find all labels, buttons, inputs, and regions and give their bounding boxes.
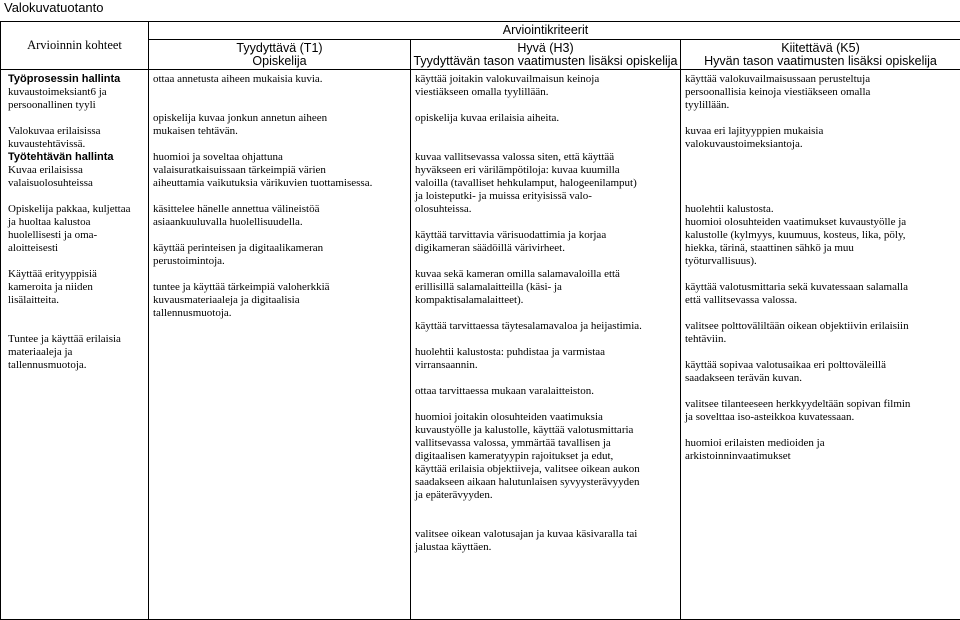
k5-criterion-line: käyttää sopivaa valotusaikaa eri polttoväleillä bbox=[685, 359, 886, 371]
header-t1-title: Tyydyttävä (T1) bbox=[236, 41, 323, 55]
kohde-line bbox=[8, 112, 148, 125]
k5-criterion-line bbox=[685, 385, 956, 398]
k5-criterion-line bbox=[685, 164, 956, 177]
kohde-line: huolellisesti ja oma- bbox=[8, 229, 98, 241]
page-title: Valokuvatuotanto bbox=[4, 0, 104, 15]
header-h3-title: Hyvä (H3) bbox=[517, 41, 574, 55]
k5-criterion-line: valitsee polttoväliltään oikean objektiivin erilaisiin bbox=[685, 320, 909, 332]
t1-column bbox=[149, 70, 411, 620]
t1-criterion-line: käsittelee hänelle annettua välineistöä bbox=[153, 203, 320, 215]
kohde-line: Valokuvaa erilaisissa bbox=[8, 125, 101, 137]
t1-criterion-line: valaisuratkaisuissaan tärkeimpiä värien bbox=[153, 164, 326, 176]
k5-criterion-line: ja sovelttaa iso-asteikkoa kuvatessaan. bbox=[685, 411, 855, 423]
h3-criterion-line bbox=[415, 307, 676, 320]
kohde-line: valaisuolosuhteissa bbox=[8, 177, 93, 189]
t1-criterion-line: perustoimintoja. bbox=[153, 255, 225, 267]
kohteet-column bbox=[1, 70, 149, 620]
k5-criterion-line bbox=[685, 307, 956, 320]
header-t1-sub: Opiskelija bbox=[252, 54, 307, 68]
k5-criterion-line: tehtäviin. bbox=[685, 333, 727, 345]
k5-criterion-line bbox=[685, 268, 956, 281]
header-arviointikriteerit: Arviointikriteerit bbox=[411, 22, 681, 40]
assessment-table bbox=[0, 21, 960, 620]
h3-criterion-line bbox=[415, 502, 676, 515]
kohde-line: Tuntee ja käyttää erilaisia bbox=[8, 333, 121, 345]
k5-criterion-line: huolehtii kalustosta. bbox=[685, 203, 774, 215]
k5-criterion-line: kalustolle (kylmyys, kuumuus, kosteus, lika, pöly, bbox=[685, 229, 906, 241]
t1-criterion-line bbox=[153, 99, 406, 112]
header-h3 bbox=[411, 40, 681, 70]
kohde-line: lisälaitteita. bbox=[8, 294, 60, 306]
h3-criterion-line: viestiäkseen omalla tyylillään. bbox=[415, 86, 549, 98]
t1-criterion-line bbox=[153, 190, 406, 203]
t1-criterion-line: tallennusmuotoja. bbox=[153, 307, 232, 319]
kohde-line: Opiskelija pakkaa, kuljettaa bbox=[8, 203, 131, 215]
k5-criterion-line: työturvallisuus). bbox=[685, 255, 757, 267]
header-k5-sub: Hyvän tason vaatimusten lisäksi opiskelija bbox=[704, 54, 937, 68]
kohde-line: kuvaustoimeksiant6 ja bbox=[8, 86, 107, 98]
kohde-line: Työprosessin hallinta bbox=[8, 73, 121, 85]
h3-criterion-line: valoilla (tavalliset hehkulamput, halogeenilamput) bbox=[415, 177, 637, 189]
header-spacer-left bbox=[149, 22, 411, 40]
kohde-line bbox=[8, 190, 148, 203]
header-h3-sub: Tyydyttävän tason vaatimusten lisäksi opiskelija bbox=[413, 54, 678, 68]
h3-criterion-line: saadakseen aikaan halutunlaisen syvyysterävyyden bbox=[415, 476, 640, 488]
t1-criterion-line bbox=[153, 138, 406, 151]
h3-criterion-line: erillisillä salamalaitteilla (käsi- ja bbox=[415, 281, 562, 293]
h3-criterion-line bbox=[415, 398, 676, 411]
kohde-line bbox=[8, 255, 148, 268]
t1-criterion-line: mukaisen tehtävän. bbox=[153, 125, 238, 137]
k5-criterion-line: hiekka, tärinä, staattinen sähkö ja muu bbox=[685, 242, 854, 254]
k5-criterion-line: käyttää valotusmittaria sekä kuvatessaan salamalla bbox=[685, 281, 908, 293]
k5-criterion-line bbox=[685, 151, 956, 164]
k5-criterion-line bbox=[685, 424, 956, 437]
kohde-line: materiaaleja ja bbox=[8, 346, 73, 358]
h3-criterion-line bbox=[415, 515, 676, 528]
kohde-line: kuvaustehtävissä. bbox=[8, 138, 86, 150]
header-t1 bbox=[149, 40, 411, 70]
t1-criterion-line bbox=[153, 229, 406, 242]
h3-criterion-line: käyttää tarvittaessa täytesalamavaloa ja heijastimia. bbox=[415, 320, 642, 332]
t1-criterion-line: ottaa annetusta aiheen mukaisia kuvia. bbox=[153, 73, 323, 85]
h3-criterion-line bbox=[415, 99, 676, 112]
h3-criterion-line: digitaalisen kameratyypin rajoitukset ja edut, bbox=[415, 450, 614, 462]
k5-column bbox=[681, 70, 960, 620]
h3-criterion-line: käyttää erilaisia objektiiveja, valitsee oikean aukon bbox=[415, 463, 640, 475]
h3-criterion-line: opiskelija kuvaa erilaisia aiheita. bbox=[415, 112, 560, 124]
h3-criterion-line: ja loisteputki- ja muissa erityisissä valo- bbox=[415, 190, 592, 202]
h3-criterion-line: virransaannin. bbox=[415, 359, 478, 371]
h3-criterion-line bbox=[415, 125, 676, 138]
h3-criterion-line: digikameran säädöillä värivirheet. bbox=[415, 242, 565, 254]
kohde-line: persoonallinen tyyli bbox=[8, 99, 96, 111]
kohde-line: Käyttää erityyppisiä bbox=[8, 268, 97, 280]
kohde-line: ja huoltaa kalustoa bbox=[8, 216, 91, 228]
kohde-line: Kuvaa erilaisissa bbox=[8, 164, 83, 176]
h3-criterion-line: käyttää joitakin valokuvailmaisun keinoja bbox=[415, 73, 600, 85]
h3-criterion-line: huomioi joitakin olosuhteiden vaatimuksia bbox=[415, 411, 603, 423]
k5-criterion-line bbox=[685, 190, 956, 203]
h3-criterion-line: kompaktisalamalaitteet). bbox=[415, 294, 524, 306]
k5-criterion-line: huomioi olosuhteiden vaatimukset kuvaustyölle ja bbox=[685, 216, 907, 228]
h3-criterion-line: huolehtii kalustosta: puhdistaa ja varmistaa bbox=[415, 346, 606, 358]
kohde-line: tallennusmuotoja. bbox=[8, 359, 87, 371]
h3-criterion-line bbox=[415, 372, 676, 385]
t1-criterion-line bbox=[153, 268, 406, 281]
h3-criterion-line: käyttää tarvittavia värisuodattimia ja korjaa bbox=[415, 229, 607, 241]
h3-criterion-line: hyväkseen eri värilämpötiloja: kuvaa kuumilla bbox=[415, 164, 620, 176]
k5-criterion-line: valokuvaustoimeksiantoja. bbox=[685, 138, 803, 150]
header-k5 bbox=[681, 40, 960, 70]
t1-criterion-line: käyttää perinteisen ja digitaalikameran bbox=[153, 242, 324, 254]
k5-criterion-line: persoonallisia keinoja viestiäkseen omalla bbox=[685, 86, 871, 98]
h3-criterion-line: jalustaa käyttäen. bbox=[415, 541, 492, 553]
h3-criterion-line: valitsee oikean valotusajan ja kuvaa käsivaralla tai bbox=[415, 528, 638, 540]
header-k5-title: Kiitettävä (K5) bbox=[781, 41, 860, 55]
h3-criterion-line bbox=[415, 138, 676, 151]
h3-column bbox=[411, 70, 681, 620]
kohde-line: aloitteisesti bbox=[8, 242, 59, 254]
k5-criterion-line: valitsee tilanteeseen herkkyydeltään sopivan filmin bbox=[685, 398, 911, 410]
k5-criterion-line: saadakseen terävän kuvan. bbox=[685, 372, 802, 384]
t1-criterion-line: kuvausmateriaaleja ja digitaalisia bbox=[153, 294, 300, 306]
k5-criterion-line: arkistoinninvaatimukset bbox=[685, 450, 791, 462]
k5-criterion-line bbox=[685, 177, 956, 190]
h3-criterion-line bbox=[415, 255, 676, 268]
t1-criterion-line: aiheuttamia vaikutuksia värikuvien tuottamisessa. bbox=[153, 177, 373, 189]
kohde-line bbox=[8, 307, 148, 320]
h3-criterion-line: ja epäterävyyden. bbox=[415, 489, 493, 501]
k5-criterion-line bbox=[685, 112, 956, 125]
h3-criterion-line: kuvaa sekä kameran omilla salamavaloilla että bbox=[415, 268, 620, 280]
kohde-line: Työtehtävän hallinta bbox=[8, 151, 114, 163]
header-kohteet: Arvioinnin kohteet bbox=[1, 22, 149, 70]
kohde-line bbox=[8, 320, 148, 333]
k5-criterion-line: tyylillään. bbox=[685, 99, 730, 111]
h3-criterion-line bbox=[415, 216, 676, 229]
t1-criterion-line bbox=[153, 86, 406, 99]
h3-criterion-line: vallitsevassa valossa, ymmärtää tavallisen ja bbox=[415, 437, 611, 449]
kohde-line: kameroita ja niiden bbox=[8, 281, 93, 293]
t1-criterion-line: opiskelija kuvaa jonkun annetun aiheen bbox=[153, 112, 328, 124]
header-spacer-right bbox=[681, 22, 960, 40]
h3-criterion-line: ottaa tarvittaessa mukaan varalaitteiston. bbox=[415, 385, 594, 397]
k5-criterion-line: käyttää valokuvailmaisussaan perusteltuja bbox=[685, 73, 871, 85]
t1-criterion-line: asiaankuuluvalla huolellisuudella. bbox=[153, 216, 303, 228]
h3-criterion-line: kuvaustyölle ja kalustolle, käyttää valotusmittaria bbox=[415, 424, 634, 436]
h3-criterion-line: kuvaa vallitsevassa valossa siten, että käyttää bbox=[415, 151, 615, 163]
k5-criterion-line bbox=[685, 346, 956, 359]
k5-criterion-line: että vallitsevassa valossa. bbox=[685, 294, 798, 306]
h3-criterion-line: olosuhteissa. bbox=[415, 203, 472, 215]
h3-criterion-line bbox=[415, 333, 676, 346]
t1-criterion-line: tuntee ja käyttää tärkeimpiä valoherkkiä bbox=[153, 281, 330, 293]
k5-criterion-line: huomioi erilaisten medioiden ja bbox=[685, 437, 825, 449]
t1-criterion-line: huomioi ja soveltaa ohjattuna bbox=[153, 151, 283, 163]
k5-criterion-line: kuvaa eri lajityyppien mukaisia bbox=[685, 125, 824, 137]
